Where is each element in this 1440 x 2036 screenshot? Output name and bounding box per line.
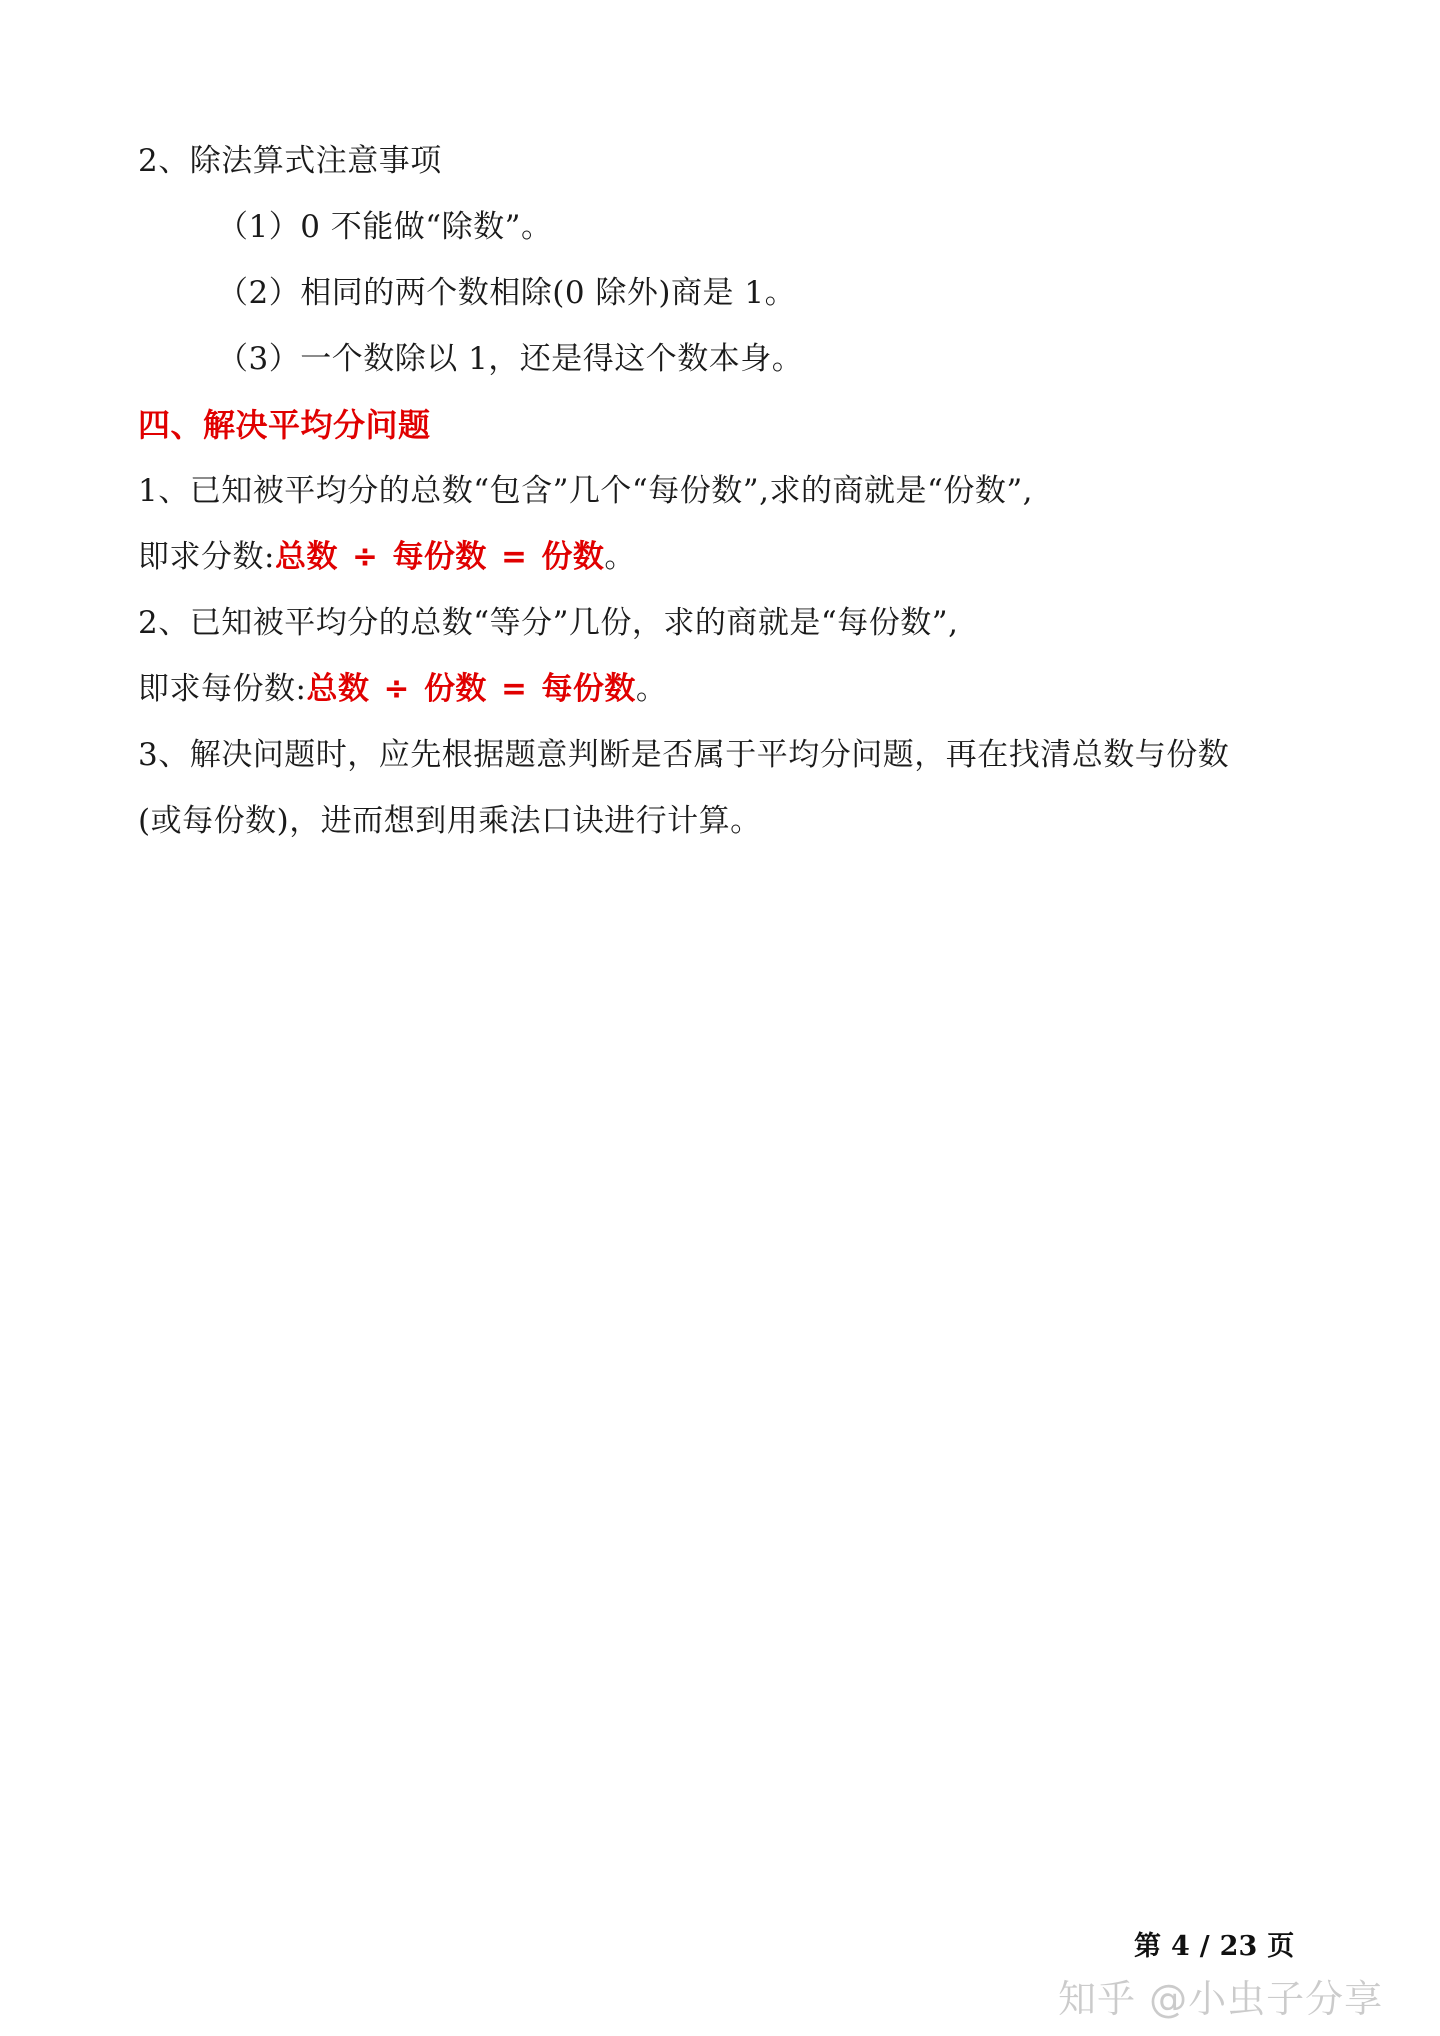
equals-operator: = — [500, 671, 528, 707]
formula-line-2 — [138, 669, 667, 709]
list-item: （2）相同的两个数相除(0 除外)商是 1。 — [217, 275, 797, 311]
page-number-footer — [1134, 1924, 1304, 1963]
footer-suffix: 页 — [1267, 1931, 1295, 1962]
paragraph-point-3-line-2: (或每份数)，进而想到用乘法口诀进行计算。 — [138, 803, 762, 839]
paragraph-point-1: 1、已知被平均分的总数“包含”几个“每份数”,求的商就是“份数”, — [138, 473, 1034, 509]
total-page-count: 23 — [1219, 1931, 1258, 1962]
formula-prefix: 即求分数: — [138, 539, 275, 575]
list-item: （3）一个数除以 1，还是得这个数本身。 — [217, 341, 804, 377]
paragraph-point-3-line-1: 3、解决问题时，应先根据题意判断是否属于平均分问题，再在找清总数与份数 — [138, 737, 1230, 773]
formula-suffix: 。 — [604, 539, 636, 575]
paragraph-point-2: 2、已知被平均分的总数“等分”几份，求的商就是“每份数”, — [138, 605, 959, 641]
footer-prefix: 第 — [1134, 1931, 1161, 1962]
formula-term: 总数 — [306, 671, 370, 707]
section-heading: 四、解决平均分问题 — [138, 406, 431, 444]
formula-suffix: 。 — [635, 671, 668, 707]
formula-term: 份数 — [423, 671, 487, 707]
divide-operator: ÷ — [383, 671, 410, 707]
divide-operator: ÷ — [351, 539, 379, 575]
formula-term: 每份数 — [392, 539, 487, 575]
page-separator: / — [1199, 1931, 1210, 1962]
current-page-number: 4 — [1171, 1931, 1190, 1962]
formula-term: 总数 — [274, 539, 338, 575]
formula-prefix: 即求每份数: — [138, 671, 307, 707]
formula-result: 份数 — [541, 539, 605, 575]
list-item: （1）0 不能做“除数”。 — [217, 209, 553, 245]
equals-operator: = — [500, 539, 528, 575]
formula-result: 每份数 — [541, 671, 636, 707]
zhihu-watermark: 知乎 @小虫子分享 — [1058, 1977, 1384, 2021]
subsection-title-division-notes: 2、除法算式注意事项 — [138, 143, 442, 179]
formula-line-1 — [138, 537, 636, 577]
